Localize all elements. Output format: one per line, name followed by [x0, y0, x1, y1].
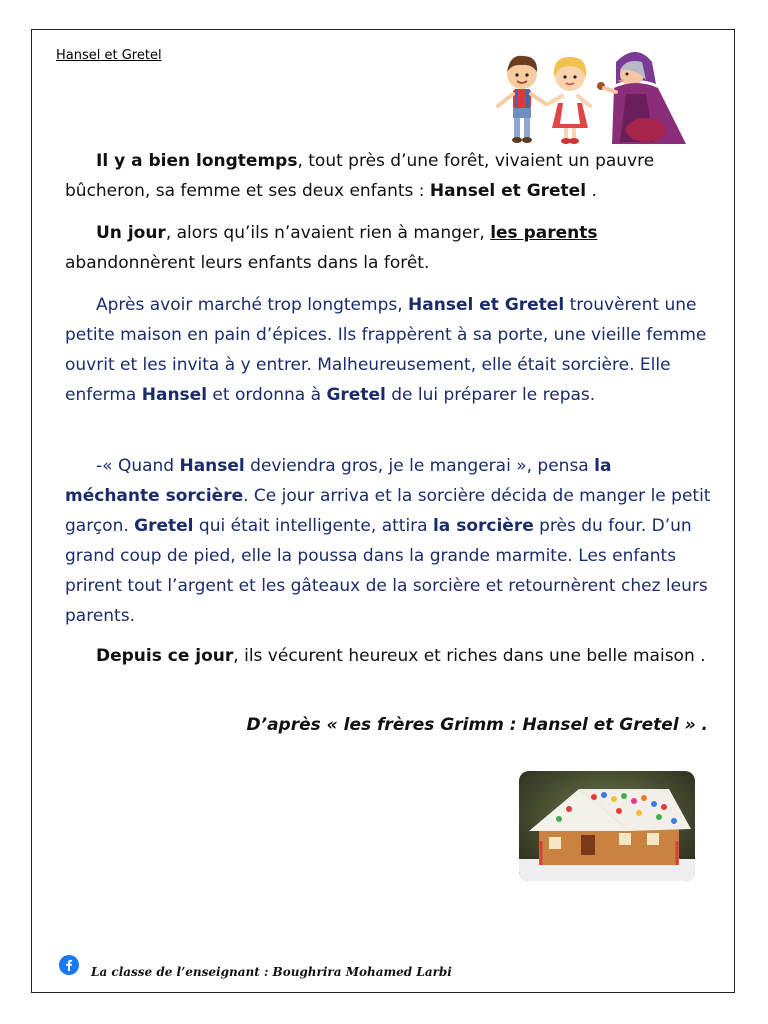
p1-bold-names: Hansel et Gretel [429, 181, 587, 201]
paragraph-3: Après avoir marché trop longtemps, Hansel et Gretel trouvèrent une petite maison en pain d’épices. Ils frappèrent à sa porte, une vieille femme ouvrit et les invita à y entrer. Malheureusement, elle était sorcière. Elle enferma Hansel et ordonna à Gretel de lui préparer le repas. [65, 295, 707, 405]
paragraph-2: Un jour, alors qu’ils n’avaient rien à manger, les parents abandonnèrent leurs enfants dans la forêt. [65, 223, 598, 273]
witch-figure [597, 52, 686, 144]
p5-bold-opening: Depuis ce jour [96, 646, 234, 666]
source-citation: D’après « les frères Grimm : Hansel et Gretel » . [246, 715, 708, 735]
hansel-gretel-witch-illustration [486, 44, 696, 148]
gingerbread-house-image [519, 771, 695, 881]
p1-bold-opening: Il y a bien longtemps [96, 151, 298, 171]
paragraph-4: -« Quand Hansel deviendra gros, je le mangerai », pensa la méchante sorcière. Ce jour arriva et la sorcière décida de manger le petit garçon. Gretel qui était intelligente, attira la sorcière près du four. D’un grand coup de pied, elle la poussa dans la grande marmite. Les enfants prirent tout l’argent et les gâteaux de la sorcière et retournèrent chez leurs parents. [65, 456, 711, 626]
paragraph-5: Depuis ce jour, ils vécurent heureux et riches dans une belle maison . [96, 646, 706, 666]
hansel-figure [498, 56, 546, 143]
paragraph-1: Il y a bien longtemps, tout près d’une forêt, vivaient un pauvre bûcheron, sa femme et ses deux enfants : Hansel et Gretel . [65, 151, 655, 201]
facebook-icon[interactable] [59, 955, 79, 975]
p2-underlined-parents: les parents [490, 223, 598, 243]
p2-bold-opening: Un jour [96, 223, 166, 243]
gretel-figure [548, 57, 590, 144]
footer-teacher-credit: La classe de l’enseignant : Boughrira Mohamed Larbi [91, 965, 452, 979]
document-title: Hansel et Gretel [56, 48, 162, 63]
